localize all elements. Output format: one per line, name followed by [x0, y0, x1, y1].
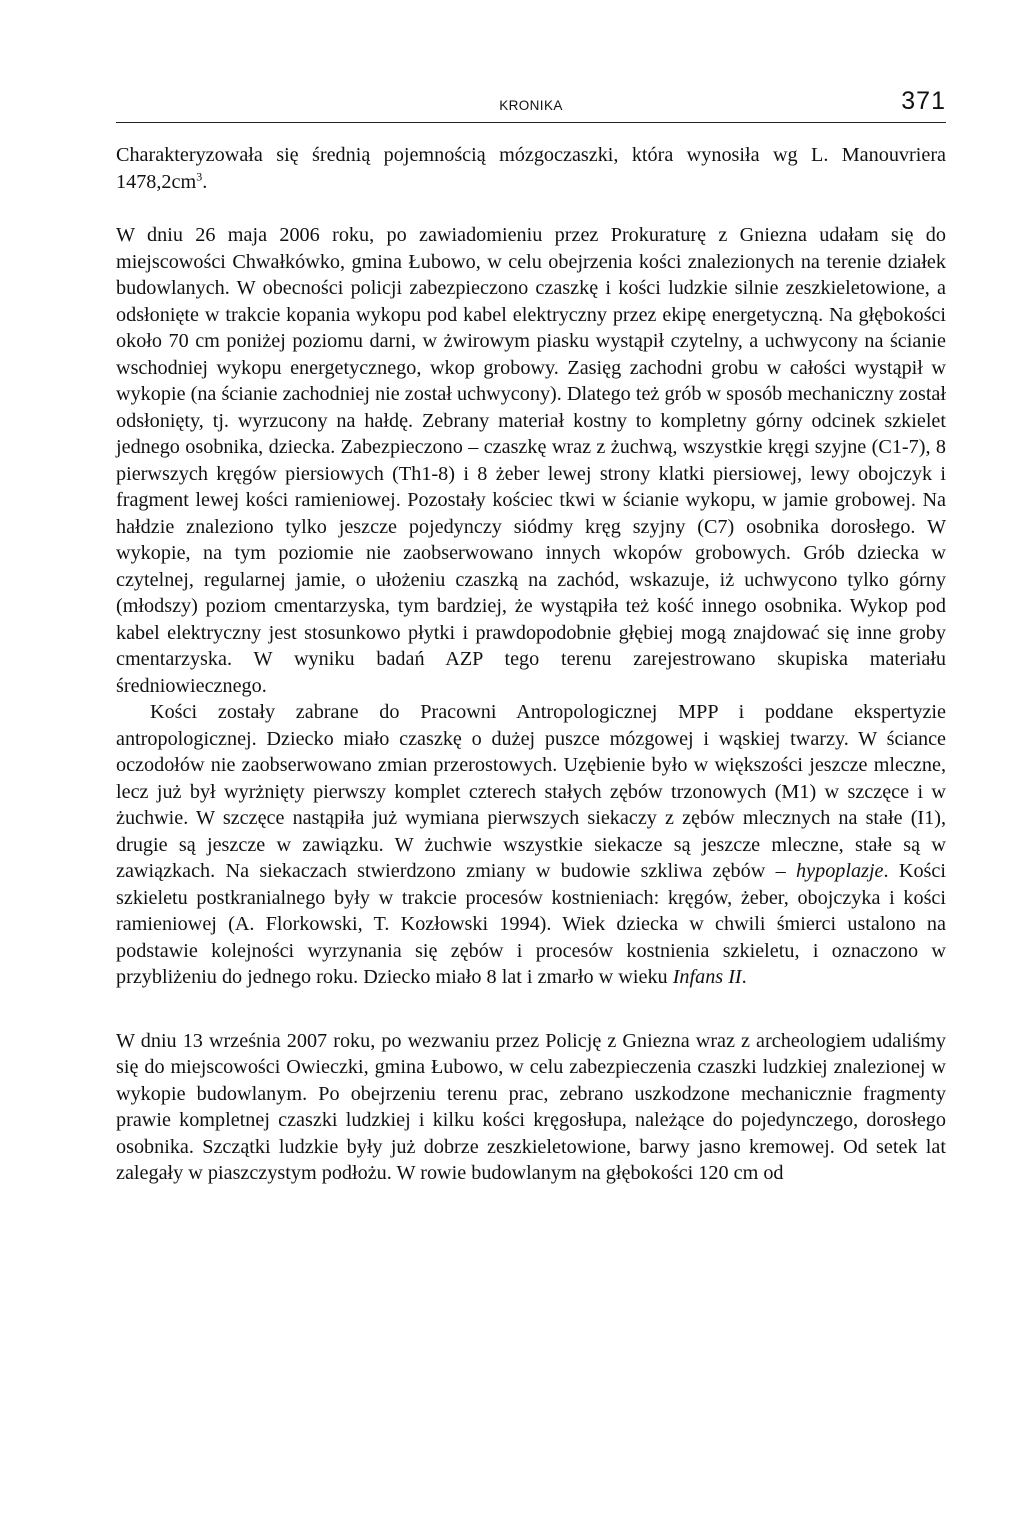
- paragraph-chwalkowko: W dniu 26 maja 2006 roku, po zawiadomieniu przez Prokuraturę z Gniezna udałam się do miejscowości Chwałkówko, gmina Łubowo, w celu obejrzenia kości znalezionych na terenie działek budowlanych. W obecności policji zabezpieczono czaszkę i kości ludzkie silnie zeszkieletowione, a odsłonięte w trakcie kopania wykopu pod kabel elektryczny przez ekipę energetyczną. Na głębokości około 70 cm poniżej poziomu darni, w żwirowym piasku wystąpił czytelny, a uchwycony na ścianie wschodniej wykopu energetycznego, wkop grobowy. Zasięg zachodni grobu w całości wystąpił w wykopie (na ścianie zachodniej nie został uchwycony). Dlatego też grób w sposób mechaniczny został odsłonięty, tj. wyrzucony na hałdę. Zebrany materiał kostny to kompletny górny odcinek szkielet jednego osobnika, dziecka. Zabezpieczono – czaszkę wraz z żuchwą, wszystkie kręgi szyjne (C1-7), 8 pierwszych kręgów piersiowych (Th1-8) i 8 żeber lewej strony klatki piersiowej, lewy obojczyk i fragment lewej kości ramieniowej. Pozostały kościec tkwi w ścianie wykopu, w jamie grobowej. Na hałdzie znaleziono tylko jeszcze pojedynczy siódmy kręg szyjny (C7) osobnika dorosłego. W wykopie, na tym poziomie nie zaobserwowano innych wkopów grobowych. Grób dziecka w czytelnej, regularnej jamie, o ułożeniu czaszką na zachód, wskazuje, iż uchwycono tylko górny (młodszy) poziom cmentarzyska, tym bardziej, że wystąpiła też kość innego osobnika. Wykop pod kabel elektryczny jest stosunkowo płytki i prawdopodobnie głębiej mogą znajdować się inne groby cmentarzyska. W wyniku badań AZP tego terenu zarejestrowano skupiska materiału średniowiecznego.: [116, 224, 946, 697]
- running-header: [116, 88, 946, 123]
- paragraph-owieczki: W dniu 13 września 2007 roku, po wezwaniu przez Policję z Gniezna wraz z archeologiem udaliśmy się do miejscowości Owieczki, gmina Łubowo, w celu zabezpieczenia czaszki ludzkiej znalezionej w wykopie budowlanym. Po obejrzeniu terenu prac, zebrano uszkodzone mechanicznie fragmenty prawie kompletnej czaszki ludzkiej i kilku kości kręgosłupa, należące do pojedynczego, dorosłego osobnika. Szczątki ludzkie były już dobrze zeszkieletowione, barwy jasno kremowej. Od setek lat zalegały w piaszczystym podłożu. W rowie budowlanym na głębokości 120 cm od: [116, 1029, 946, 1184]
- paragraph-end: .: [741, 966, 747, 988]
- term-hypoplazje: hypoplazje: [796, 860, 884, 882]
- article-body: [116, 142, 946, 1187]
- paragraph-text: Charakteryzowała się średnią pojemnością mózgoczaszki, która wynosiła wg L. Manouvriera 1478,2cm: [116, 144, 946, 193]
- running-title: KRONIKA: [499, 98, 563, 113]
- paragraph-text: . Kości szkieletu postkranialnego były w trakcie procesów kostnieniach: kręgów, żeber, obojczyka i kości ramieniowej (A. Florkowski, T. Kozłowski 1994). Wiek dziecka w chwili śmierci ustalono na podstawie kolejności wyrzynania się zębów i procesów kostnienia szkieletu, i oznaczono w przybliżeniu do jednego roku. Dziecko miało 8 lat i zmarło w wieku: [116, 860, 946, 988]
- superscript-cubic: 3: [196, 168, 203, 183]
- term-infans: Infans II: [672, 966, 742, 988]
- paragraph-anthropology: [116, 699, 946, 991]
- document-page: [116, 88, 946, 1187]
- paragraph-text: Kości zostały zabrane do Pracowni Antropologicznej MPP i poddane ekspertyzie antropologicznej. Dziecko miało czaszkę o dużej puszce mózgowej i wąskiej twarzy. W ściance oczodołów nie zaobserwowano zmian przerostowych. Uzębienie było w większości jeszcze mleczne, lecz już był wyrżnięty pierwszy komplet czterech stałych zębów trzonowych (M1) w szczęce i w żuchwie. W szczęce nastąpiła już wymiana pierwszych siekaczy z zębów mlecznych na stałe (I1), drugie są jeszcze w zawiązku. W żuchwie wszystkie siekacze są jeszcze mleczne, stałe są w zawiązkach. Na siekaczach stwierdzono zmiany w budowie szkliwa zębów –: [116, 701, 946, 882]
- paragraph-cranial-capacity: [116, 142, 946, 195]
- page-number: 371: [901, 87, 946, 115]
- paragraph-end: .: [202, 170, 208, 193]
